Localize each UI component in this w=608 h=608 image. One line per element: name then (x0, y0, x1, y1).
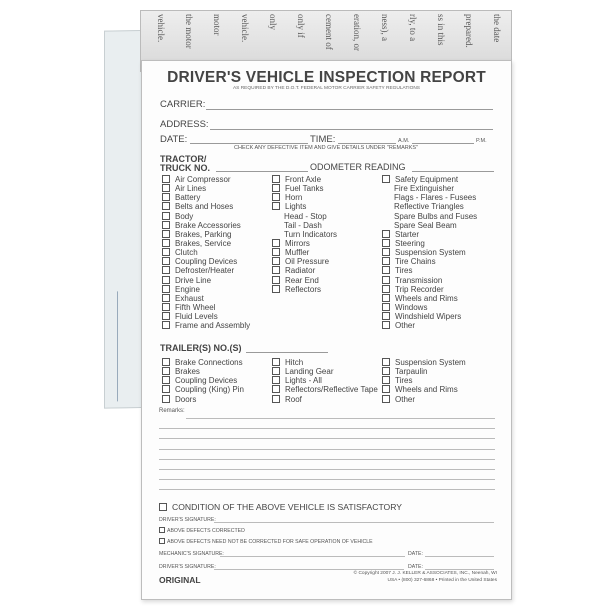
checkbox[interactable] (382, 312, 390, 320)
trailer-item[interactable] (162, 376, 244, 385)
tractor-label: Fifth Wheel (175, 302, 216, 312)
checkbox[interactable] (162, 212, 170, 220)
tractor-label: Tires (395, 266, 413, 276)
checkbox[interactable] (382, 257, 390, 265)
tractor-sub-item (382, 184, 477, 193)
driver-date-field[interactable] (425, 569, 494, 570)
tractor-sub-label: Head - Stop (284, 211, 327, 221)
trailer-item[interactable] (162, 395, 244, 404)
tractor-item[interactable] (162, 202, 250, 211)
tractor-item[interactable] (382, 175, 477, 184)
remarks-line[interactable] (159, 459, 495, 460)
curl-text-line: only if (296, 14, 306, 38)
remarks-line[interactable] (159, 438, 495, 439)
checkbox[interactable] (382, 395, 390, 403)
tractor-item[interactable] (272, 276, 337, 285)
curl-text-line: ss in this (436, 14, 446, 46)
checkbox[interactable] (382, 358, 390, 366)
remarks-line[interactable] (159, 428, 495, 429)
tractor-item[interactable] (382, 266, 477, 275)
trailer-label: Doors (175, 394, 197, 404)
checkbox[interactable] (272, 276, 280, 284)
tractor-item[interactable] (162, 312, 250, 321)
trailer-label: Brake Connections (175, 358, 243, 367)
checkbox[interactable] (162, 285, 170, 293)
tractor-item[interactable] (162, 285, 250, 294)
tractor-label: Lights (285, 202, 307, 212)
checkbox[interactable] (272, 367, 280, 375)
defects-corrected-label: ABOVE DEFECTS CORRECTED (167, 528, 245, 534)
checkbox[interactable] (162, 266, 170, 274)
tractor-item[interactable] (382, 312, 477, 321)
tractor-item[interactable] (162, 230, 250, 239)
date-field[interactable] (190, 143, 308, 144)
mechanic-signature-label: MECHANIC'S SIGNATURE: (159, 551, 224, 557)
tractor-item[interactable] (162, 248, 250, 257)
curl-text-line: vehicle. (240, 14, 250, 43)
tractor-sub-item (272, 212, 337, 221)
driver-signature-field[interactable] (214, 522, 494, 523)
trailer-item[interactable] (382, 358, 466, 367)
trailer-item[interactable] (382, 376, 466, 385)
tractor-label: TRACTOR/ (160, 154, 207, 164)
carrier-label: CARRIER: (160, 99, 206, 110)
checkbox[interactable] (272, 395, 280, 403)
odometer-field[interactable] (412, 171, 494, 172)
curl-text-line: vehicle. (156, 14, 166, 43)
original-label: ORIGINAL (159, 575, 201, 585)
checkbox[interactable] (382, 321, 390, 329)
tractor-label: Exhaust (175, 293, 204, 303)
tractor-item[interactable] (162, 303, 250, 312)
trailer-label: Roof (285, 394, 302, 404)
checkbox[interactable] (162, 321, 170, 329)
tractor-item[interactable] (382, 285, 477, 294)
trailer-item[interactable] (382, 385, 466, 394)
tractor-sub-label: Spare Bulbs and Fuses (394, 211, 478, 221)
tractor-sub-item (272, 221, 337, 230)
tractor-sub-item (382, 202, 477, 211)
driver-signature-2-field[interactable] (214, 569, 404, 570)
tractor-item[interactable] (162, 266, 250, 275)
trailer-item[interactable] (272, 358, 378, 367)
checkbox[interactable] (382, 303, 390, 311)
tractor-label: Trip Recorder (395, 284, 444, 294)
truck-no-field[interactable] (216, 171, 308, 172)
defects-not-corrected-checkbox[interactable] (159, 538, 165, 544)
remarks-line[interactable] (159, 469, 495, 470)
tractor-label: Starter (395, 229, 420, 239)
defects-corrected-row[interactable] (159, 527, 245, 534)
checkbox[interactable] (162, 230, 170, 238)
trailer-item[interactable] (272, 367, 378, 376)
tractor-col-2 (272, 175, 337, 294)
tractor-label: Windows (395, 302, 428, 312)
tractor-item[interactable] (272, 257, 337, 266)
curl-text-line: ness), a (380, 14, 390, 41)
tractor-item[interactable] (382, 276, 477, 285)
tractor-label: Horn (285, 193, 303, 203)
tractor-col-3 (382, 175, 477, 330)
curl-text-line: eration, or (352, 14, 362, 51)
tractor-sub-label: Spare Seal Beam (394, 220, 457, 230)
checkbox[interactable] (272, 184, 280, 192)
tractor-label: Transmission (395, 275, 443, 285)
copyright-line-1: © Copyright 2007 J. J. KELLER & ASSOCIATES, INC., Neenah, WI (353, 571, 497, 576)
trailer-label: Landing Gear (285, 367, 334, 377)
remarks-line[interactable] (159, 449, 495, 450)
checkbox[interactable] (382, 385, 390, 393)
copyright-notice (354, 571, 497, 584)
tractor-sub-item (382, 193, 477, 202)
tractor-label: Steering (395, 238, 425, 248)
trailer-item[interactable] (162, 358, 244, 367)
pm-label: P.M. (476, 138, 487, 144)
tractor-item[interactable] (272, 202, 337, 211)
form-subtitle: AS REQUIRED BY THE D.O.T. FEDERAL MOTOR CARRIER SAFETY REGULATIONS (232, 86, 421, 91)
curl-text-line: only (268, 14, 278, 31)
checkbox[interactable] (382, 230, 390, 238)
trailer-label: Wheels and Rims (395, 385, 458, 395)
mechanic-date-label: DATE: (408, 551, 423, 557)
trailer-item[interactable] (272, 376, 378, 385)
address-label: ADDRESS: (160, 119, 209, 130)
checkbox[interactable] (382, 367, 390, 375)
tractor-sub-label: Reflective Triangles (394, 202, 464, 212)
tractor-item[interactable] (162, 221, 250, 230)
remarks-line[interactable] (159, 479, 495, 480)
trailer-no-field[interactable] (246, 352, 328, 353)
satisfactory-checkbox-row[interactable] (159, 502, 402, 512)
checkbox[interactable] (272, 202, 280, 210)
trailer-label: TRAILER(S) NO.(S) (160, 343, 242, 353)
tractor-label: Air Compressor (175, 175, 231, 184)
checkbox[interactable] (162, 221, 170, 229)
checkbox[interactable] (272, 248, 280, 256)
checkbox[interactable] (162, 202, 170, 210)
tractor-label: Frame and Assembly (175, 321, 251, 331)
trailer-label: Other (395, 394, 416, 404)
checkbox[interactable] (162, 395, 170, 403)
curl-text-line: the date (492, 14, 502, 43)
tractor-col-1 (162, 175, 250, 330)
tractor-label: Brakes, Parking (175, 229, 232, 239)
tractor-label: Fuel Tanks (285, 184, 324, 194)
tractor-item[interactable] (382, 239, 477, 248)
tractor-sub-label: Tail - Dash (284, 220, 322, 230)
trailer-label: Coupling (King) Pin (175, 385, 244, 395)
tractor-label: Clutch (175, 248, 198, 258)
address-field[interactable] (210, 129, 493, 130)
tractor-label: Brake Accessories (175, 220, 241, 230)
checkbox[interactable] (382, 248, 390, 256)
trailer-label: Coupling Devices (175, 376, 238, 386)
trailer-item[interactable] (272, 395, 378, 404)
tractor-item[interactable] (382, 321, 477, 330)
checkbox[interactable] (382, 376, 390, 384)
tractor-label: Mirrors (285, 238, 310, 248)
checkbox[interactable] (382, 276, 390, 284)
tractor-label: Drive Line (175, 275, 212, 285)
copyright-line-2: USA • (800) 327-6868 • Printed in the United States (387, 577, 497, 583)
checkbox[interactable] (382, 285, 390, 293)
tractor-item[interactable] (382, 248, 477, 257)
tractor-label: Safety Equipment (395, 175, 459, 184)
page-curl-text (140, 14, 510, 66)
checkbox[interactable] (162, 193, 170, 201)
tractor-label: Suspension System (395, 248, 466, 258)
checkbox[interactable] (162, 385, 170, 393)
carrier-field[interactable] (206, 109, 493, 110)
tractor-label: Engine (175, 284, 200, 294)
tractor-item[interactable] (272, 184, 337, 193)
checkbox[interactable] (272, 385, 280, 393)
inspection-form (141, 60, 512, 600)
trailer-item[interactable] (162, 367, 244, 376)
tractor-sub-item (272, 230, 337, 239)
curl-text-line: the motor (184, 14, 194, 49)
checkbox[interactable] (272, 285, 280, 293)
odometer-label: ODOMETER READING (310, 162, 406, 172)
tractor-label: Rear End (285, 275, 319, 285)
tractor-sub-label: Fire Extinguisher (394, 184, 455, 194)
trailer-label: Hitch (285, 358, 304, 367)
date-label: DATE: (160, 134, 188, 145)
driver-signature-label: DRIVER'S SIGNATURE: (159, 517, 216, 523)
tractor-sub-label: Turn Indicators (284, 229, 338, 239)
checkbox[interactable] (162, 358, 170, 366)
checkbox[interactable] (272, 239, 280, 247)
checkbox[interactable] (162, 248, 170, 256)
checkbox[interactable] (382, 175, 390, 183)
trailer-item[interactable] (272, 385, 378, 394)
tractor-item[interactable] (272, 175, 337, 184)
tractor-label: Other (395, 321, 416, 331)
tractor-sub-label: Flags - Flares - Fusees (394, 193, 477, 203)
driver-date-label: DATE: (408, 564, 423, 570)
defects-corrected-checkbox[interactable] (159, 527, 165, 533)
checkbox[interactable] (162, 312, 170, 320)
tractor-label: Coupling Devices (175, 257, 238, 267)
curl-text-line: prepared. (464, 14, 474, 48)
defects-not-corrected-row[interactable] (159, 538, 373, 545)
tractor-label: Belts and Hoses (175, 202, 234, 212)
curl-text-line: motor (212, 14, 222, 36)
trailer-col-1 (162, 358, 244, 404)
checkbox[interactable] (272, 376, 280, 384)
tractor-item[interactable] (162, 239, 250, 248)
tractor-label: Brakes, Service (175, 238, 232, 248)
checkbox[interactable] (382, 239, 390, 247)
tractor-label: Fluid Levels (175, 312, 218, 322)
checkbox[interactable] (162, 239, 170, 247)
checkbox[interactable] (162, 184, 170, 192)
time-field-2[interactable] (412, 143, 474, 144)
trailer-label: Brakes (175, 367, 200, 377)
checkbox[interactable] (272, 193, 280, 201)
defects-not-corrected-label: ABOVE DEFECTS NEED NOT BE CORRECTED FOR SAFE OPERATION OF VEHICLE (167, 539, 373, 545)
trailer-label: Tires (395, 376, 413, 386)
remarks-line[interactable] (186, 418, 495, 419)
tractor-label: Tire Chains (395, 257, 436, 267)
tractor-item[interactable] (162, 257, 250, 266)
tractor-item[interactable] (162, 184, 250, 193)
tractor-item[interactable] (162, 212, 250, 221)
tractor-label: Air Lines (175, 184, 207, 194)
tractor-item[interactable] (272, 285, 337, 294)
tractor-label: Defroster/Heater (175, 266, 235, 276)
checkbox[interactable] (272, 175, 280, 183)
checkbox[interactable] (272, 257, 280, 265)
checkbox[interactable] (162, 367, 170, 375)
tractor-label: Wheels and Rims (395, 293, 458, 303)
tractor-sub-item (382, 212, 477, 221)
time-label: TIME: (310, 134, 336, 145)
satisfactory-label: CONDITION OF THE ABOVE VEHICLE IS SATISFACTORY (172, 502, 403, 512)
tractor-item[interactable] (382, 230, 477, 239)
checkbox[interactable] (272, 266, 280, 274)
checkbox[interactable] (272, 358, 280, 366)
trailer-item[interactable] (162, 385, 244, 394)
trailer-label: Suspension System (395, 358, 466, 367)
mechanic-signature-field[interactable] (220, 556, 405, 557)
tractor-item[interactable] (162, 175, 250, 184)
tractor-item[interactable] (272, 239, 337, 248)
tractor-item[interactable] (272, 193, 337, 202)
time-field[interactable] (338, 143, 396, 144)
checkbox[interactable] (162, 276, 170, 284)
checkbox[interactable] (162, 376, 170, 384)
trailer-item[interactable] (382, 367, 466, 376)
satisfactory-checkbox[interactable] (159, 503, 167, 511)
tractor-label: Oil Pressure (285, 257, 330, 267)
am-label: A.M. (398, 138, 410, 144)
checkbox[interactable] (162, 303, 170, 311)
trailer-label: Reflectors/Reflective Tape (285, 385, 378, 395)
checkbox[interactable] (162, 175, 170, 183)
tractor-item[interactable] (162, 321, 250, 330)
checkbox[interactable] (162, 294, 170, 302)
checkbox[interactable] (162, 257, 170, 265)
curl-text-line: rly, to a (408, 14, 418, 42)
tractor-label: Front Axle (285, 175, 322, 184)
trailer-label: Lights - All (285, 376, 322, 386)
tractor-label: Battery (175, 193, 201, 203)
tractor-label: Windshield Wipers (395, 312, 462, 322)
tractor-item[interactable] (272, 248, 337, 257)
trailer-item[interactable] (382, 395, 466, 404)
tractor-item[interactable] (382, 294, 477, 303)
mechanic-date-field[interactable] (425, 556, 494, 557)
truck-no-label: TRUCK NO. (160, 163, 210, 173)
remarks-line[interactable] (159, 489, 495, 490)
tractor-item[interactable] (382, 303, 477, 312)
tractor-item[interactable] (162, 276, 250, 285)
driver-signature-2-label: DRIVER'S SIGNATURE: (159, 564, 216, 570)
tractor-item[interactable] (162, 193, 250, 202)
trailer-label: Tarpaulin (395, 367, 428, 377)
tractor-item[interactable] (272, 266, 337, 275)
tractor-label: Radiator (285, 266, 316, 276)
remarks-label: Remarks: (159, 408, 185, 414)
checkbox[interactable] (382, 266, 390, 274)
trailer-col-3 (382, 358, 466, 404)
tractor-label: Muffler (285, 248, 310, 258)
tractor-item[interactable] (162, 294, 250, 303)
tractor-label: Body (175, 211, 194, 221)
trailer-col-2 (272, 358, 378, 404)
tractor-sub-item (382, 221, 477, 230)
checkbox[interactable] (382, 294, 390, 302)
check-note: CHECK ANY DEFECTIVE ITEM AND GIVE DETAILS UNDER "REMARKS" (234, 145, 419, 151)
tractor-label: Reflectors (285, 284, 322, 294)
curl-text-line: cement of (324, 14, 334, 50)
form-title: DRIVER'S VEHICLE INSPECTION REPORT (167, 69, 486, 86)
tractor-item[interactable] (382, 257, 477, 266)
